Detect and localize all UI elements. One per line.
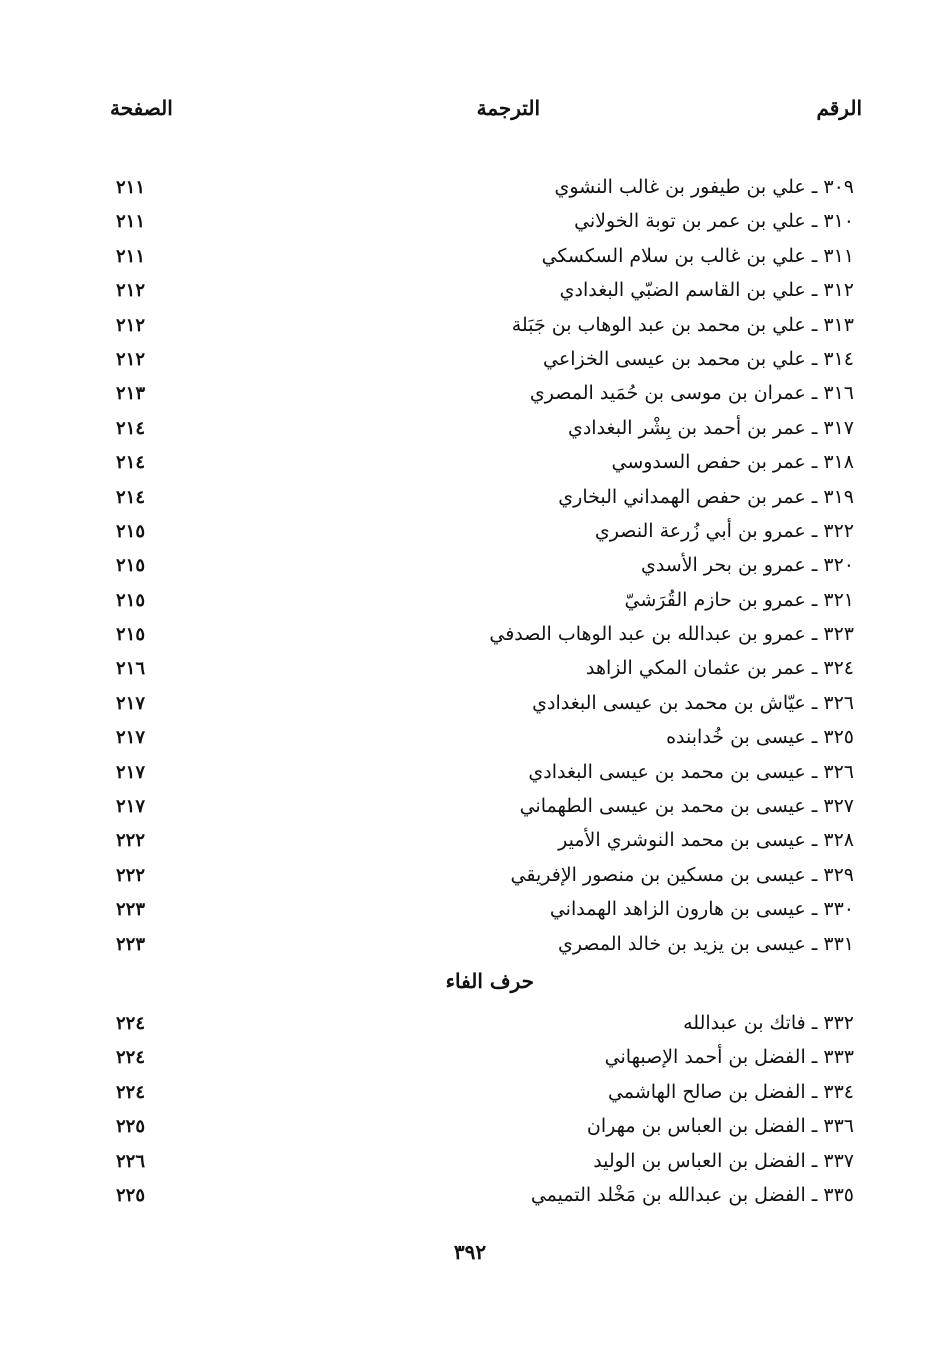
entry-text: ٣٢١ ـ عمرو بن حازم القُرَشيّ [624,588,854,611]
header-title-label: الترجمة [476,96,540,120]
list-item [110,482,862,516]
list-item [110,585,862,619]
entry-page: ٢١٤ [116,486,146,508]
entry-text: ٣٣٦ ـ الفضل بن العباس بن مهران [586,1115,854,1138]
entry-page: ٢١٧ [116,796,146,818]
list-item [110,413,862,447]
entry-text: ٣١٦ ـ عمران بن موسى بن حُمَيد المصري [529,382,854,405]
entry-text: ٣١٨ ـ عمر بن حفص السدوسي [611,451,854,474]
list-item [110,688,862,722]
entry-page: ٢١٧ [116,727,146,749]
list-item [110,241,862,275]
list-item [110,860,862,894]
entry-text: ٣٣٥ ـ الفضل بن عبدالله بن مَخْلد التميمي [530,1183,854,1206]
entry-text: ٣٠٩ ـ علي بن طيفور بن غالب النشوي [554,176,854,198]
header-number-label: الرقم [816,96,862,120]
entry-text: ٣٢٨ ـ عيسى بن محمد النوشري الأمير [558,829,854,852]
section-heading [110,963,862,1009]
entry-page: ٢١٢ [116,280,146,302]
entry-page: ٢١٢ [116,348,146,370]
list-item [110,1180,862,1214]
entry-page: ٢١٥ [116,555,146,577]
entries-list-2 [110,1008,862,1214]
entry-text: ٣٣٤ ـ الفضل بن صالح الهاشمي [607,1080,854,1103]
entry-text: ٣٣٢ ـ فاتك بن عبدالله [683,1012,854,1034]
entry-text: ٣٣٠ ـ عيسى بن هارون الزاهد الهمداني [549,898,854,921]
list-item [110,1146,862,1180]
entry-page: ٢٢٤ [116,1047,146,1069]
entry-text: ٣٣٣ ـ الفضل بن أحمد الإصبهاني [604,1046,854,1069]
entry-text: ٣٢٦ ـ عيسى بن محمد بن عيسى البغدادي [528,760,854,783]
list-item [110,344,862,378]
entry-page: ٢٢٢ [116,864,146,886]
list-item [110,550,862,584]
entry-text: ٣١٠ ـ علي بن عمر بن توبة الخولاني [574,210,854,233]
entry-text: ٣١١ ـ علي بن غالب بن سلام السكسكي [541,244,854,267]
entry-text: ٣٢٩ ـ عيسى بن مسكين بن منصور الإفريقي [510,863,854,886]
entry-page: ٢١١ [116,177,146,198]
entry-page: ٢١٥ [116,589,146,611]
entry-text: ٣٢٤ ـ عمر بن عثمان المكي الزاهد [586,657,854,680]
entry-page: ٢٢٦ [116,1150,146,1172]
list-item [110,653,862,687]
list-item [110,310,862,344]
list-item [110,894,862,928]
entry-page: ٢١٣ [116,383,146,405]
entry-text: ٣٣١ ـ عيسى بن يزيد بن خالد المصري [557,932,854,955]
list-item [110,516,862,550]
entry-text: ٣٢٢ ـ عمرو بن أبي زُرعة النصري [594,519,854,542]
list-item [110,378,862,412]
entry-text: ٣٢٣ ـ عمرو بن عبدالله بن عبد الوهاب الصدفي [489,623,854,646]
list-item [110,275,862,309]
entry-page: ٢١٥ [116,520,146,542]
entry-page: ٢٢٥ [116,1184,146,1206]
entry-page: ٢١١ [116,245,146,267]
table-header [110,96,862,130]
list-item [110,757,862,791]
list-item [110,929,862,963]
entry-text: ٣١٤ ـ علي بن محمد بن عيسى الخزاعي [543,347,854,370]
entry-page: ٢١٢ [116,314,146,336]
list-item [110,1077,862,1111]
list-item [110,1042,862,1076]
list-item [110,1008,862,1042]
list-item [110,206,862,240]
entry-text: ٣١٩ ـ عمر بن حفص الهمداني البخاري [558,485,854,508]
entry-page: ٢٢٢ [116,830,146,852]
list-item [110,1111,862,1145]
entry-page: ٢١٧ [116,692,146,714]
entry-text: ٣١٧ ـ عمر بن أحمد بن بِشْر البغدادي [567,416,854,439]
entry-page: ٢١٤ [116,417,146,439]
entries-list [110,172,862,1009]
list-item [110,722,862,756]
entry-page: ٢١٤ [116,452,146,474]
header-page-label: الصفحة [110,96,173,120]
entry-text: ٣٣٧ ـ الفضل بن العباس بن الوليد [593,1149,854,1172]
list-item [110,447,862,481]
entry-text: ٣٢٥ ـ عيسى بن خُدابنده [666,726,854,749]
entry-page: ٢٢٤ [116,1013,146,1034]
page-number: ٣٩٢ [453,1240,487,1264]
entry-page: ٢٢٣ [116,899,146,921]
entry-page: ٢٢٣ [116,933,146,955]
entry-text: ٣٢٦ ـ عيّاش بن محمد بن عيسى البغدادي [532,691,854,714]
list-item [110,791,862,825]
entry-page: ٢٢٥ [116,1116,146,1138]
entry-text: ٣٢٠ ـ عمرو بن بحر الأسدي [640,554,854,577]
entry-text: ٣٢٧ ـ عيسى بن محمد بن عيسى الطهماني [519,795,854,818]
section-heading-text: حرف الفاء [445,968,534,993]
entry-page: ٢٢٤ [116,1081,146,1103]
list-item [110,825,862,859]
entry-text: ٣١٢ ـ علي بن القاسم الضبّي البغدادي [559,279,854,302]
entry-text: ٣١٣ ـ علي بن محمد بن عبد الوهاب بن جَبَلة [511,313,854,336]
entry-page: ٢١١ [116,211,146,233]
list-item [110,619,862,653]
list-item [110,172,862,206]
entry-page: ٢١٧ [116,761,146,783]
entry-page: ٢١٦ [116,658,146,680]
entry-page: ٢١٥ [116,624,146,646]
